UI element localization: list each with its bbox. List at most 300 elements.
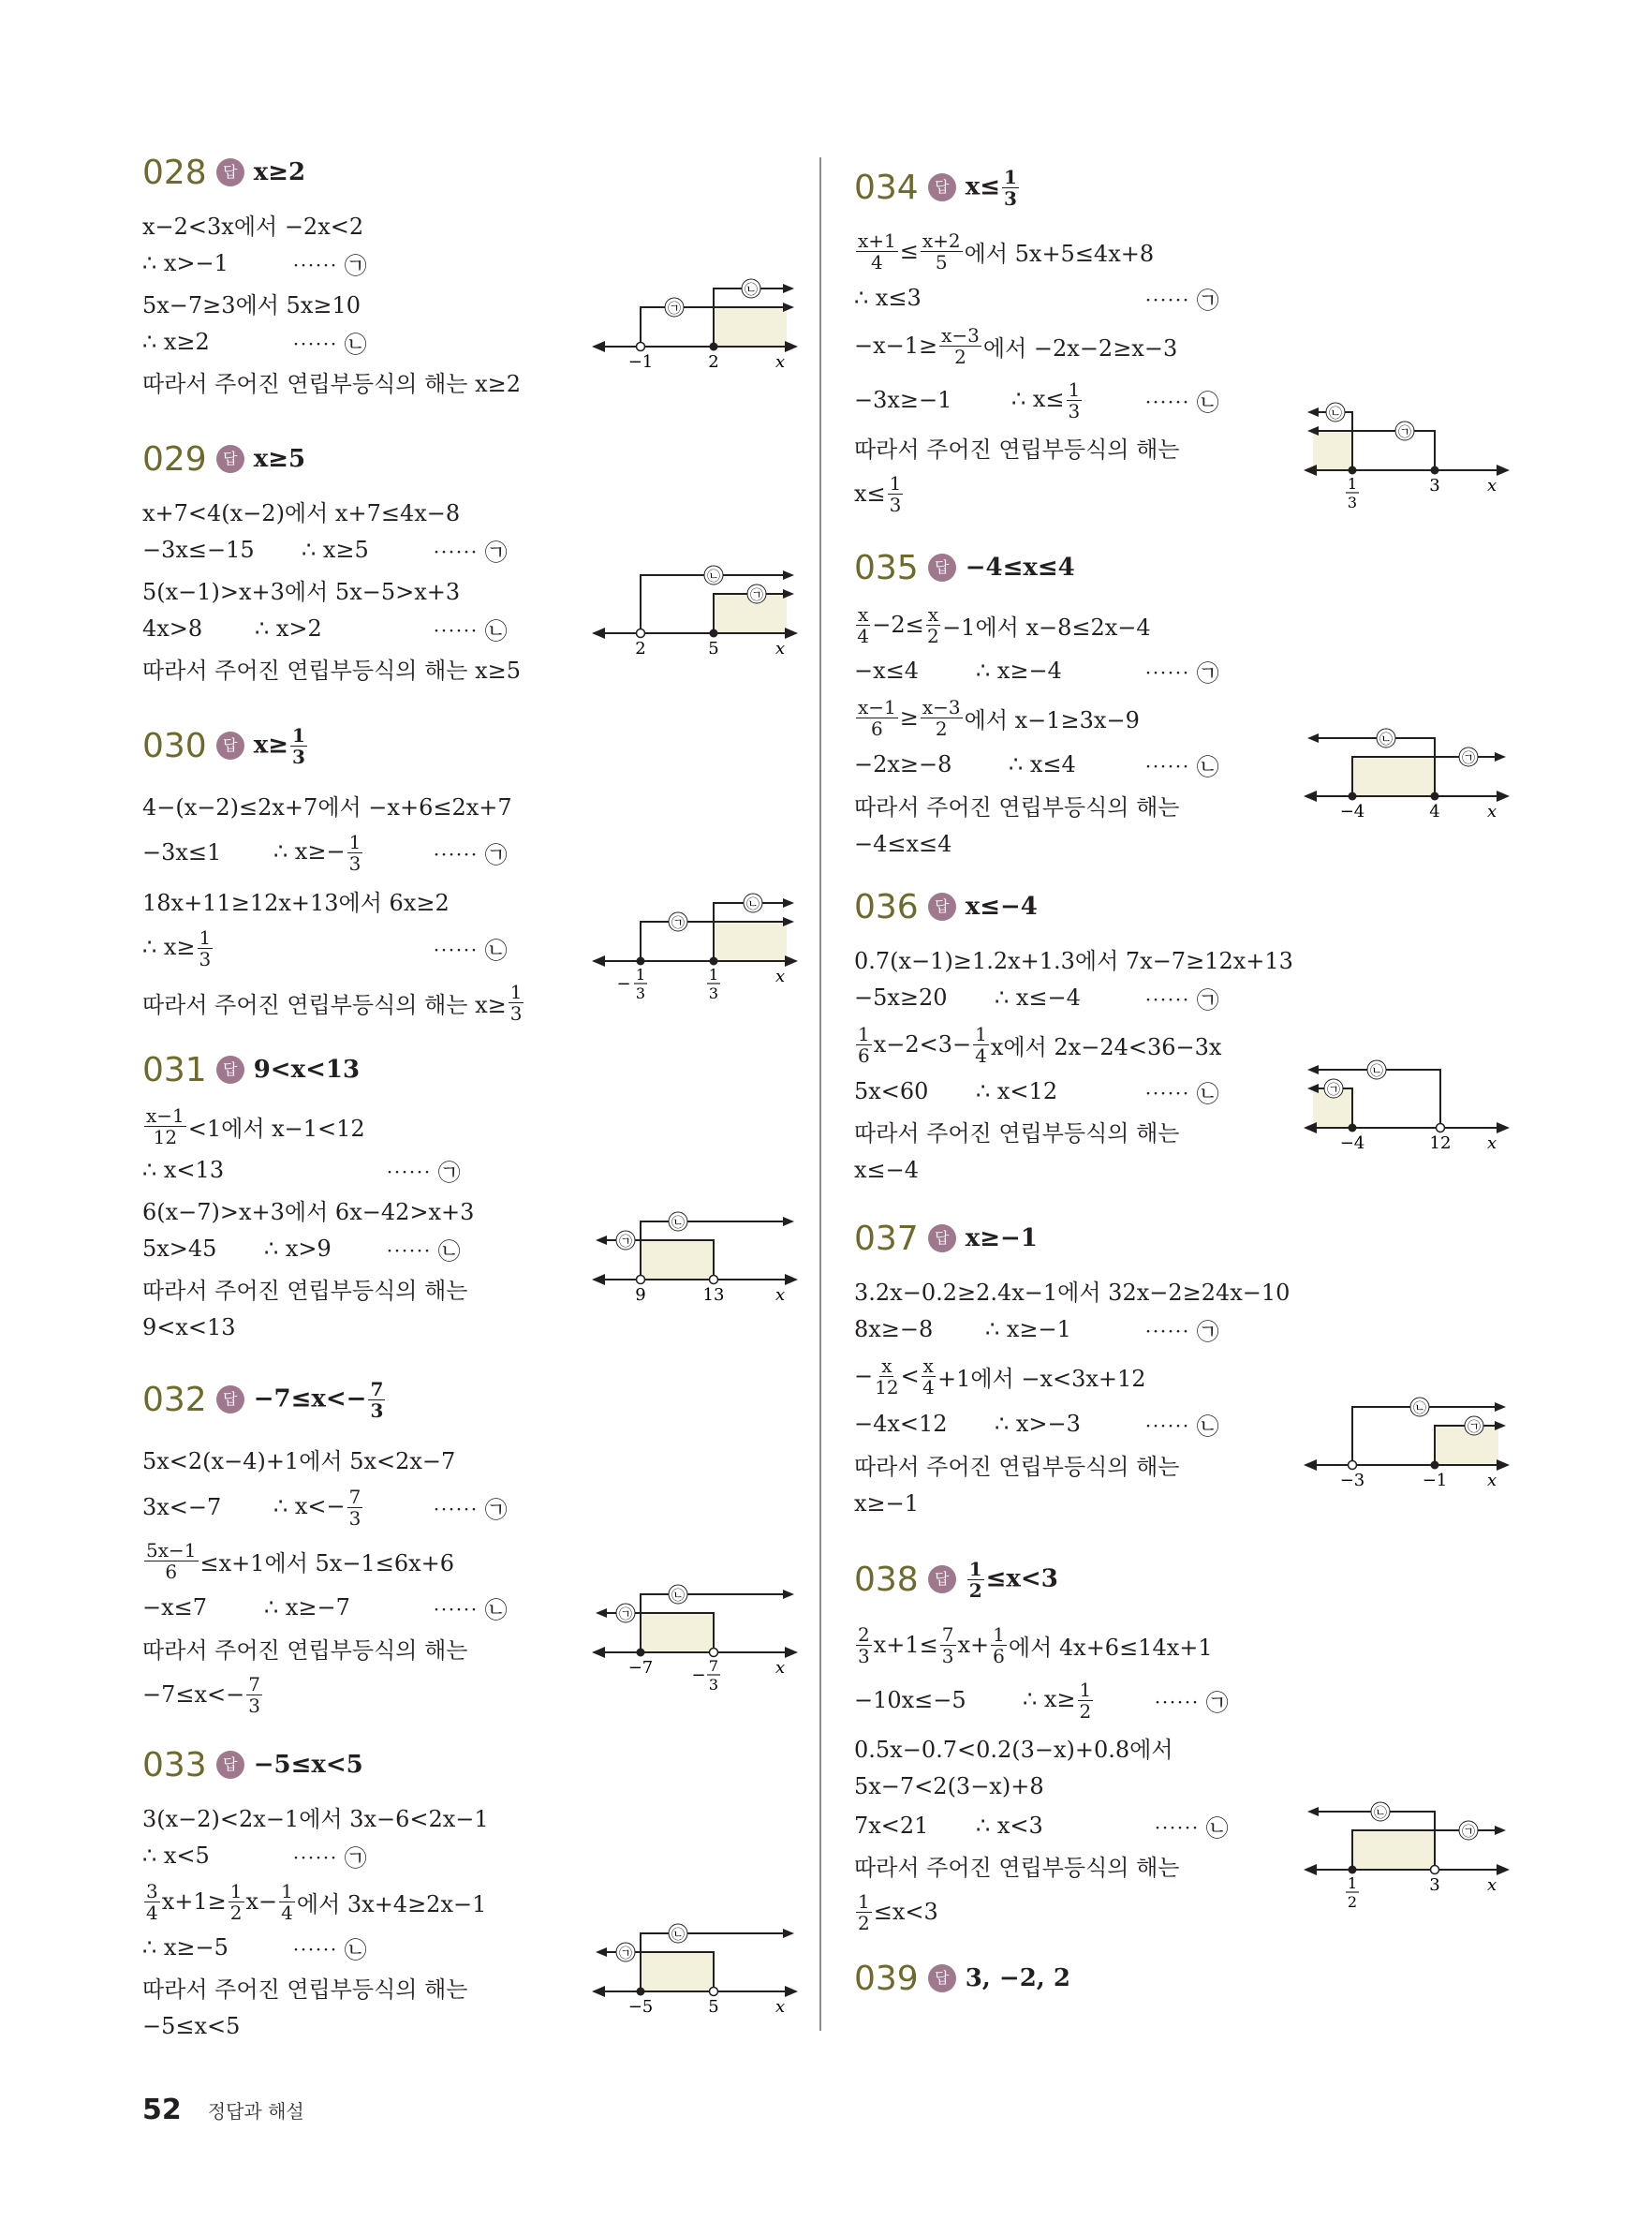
problem-028 bbox=[142, 141, 798, 427]
condition-mark: ⋯⋯ ㉠ bbox=[292, 1844, 367, 1872]
denominator: 4 bbox=[871, 250, 883, 274]
denominator: 2 bbox=[1079, 1699, 1092, 1723]
solution-line: 따라서 주어진 연립부등식의 해는 bbox=[854, 436, 1180, 463]
solution-line: 3.2x−0.2≥2.4x−1에서 32x−2≥24x−10 bbox=[854, 1279, 1291, 1306]
condition-mark: ⋯⋯ ㉡ bbox=[1144, 753, 1219, 780]
tick-label: 4 bbox=[1429, 802, 1440, 821]
solution-line: 3(x−2)<2x−1에서 3x−6<2x−1 bbox=[142, 1805, 489, 1832]
line-text: −2x≥−8 bbox=[854, 751, 952, 777]
numerator: x−3 bbox=[941, 323, 980, 347]
page-number: 52 bbox=[142, 2094, 182, 2126]
solution-line: 4−(x−2)≤2x+7에서 −x+6≤2x+7 bbox=[142, 793, 512, 821]
denominator: 6 bbox=[993, 1644, 1005, 1667]
open-point bbox=[710, 1988, 718, 1996]
tick-label: −5 bbox=[627, 1997, 654, 2017]
denominator: 3 bbox=[370, 1399, 384, 1422]
tick-label: 5 bbox=[708, 1997, 719, 2017]
range-arrow-b bbox=[783, 589, 794, 599]
solution-line: 5(x−1)>x+3에서 5x−5>x+3 bbox=[142, 578, 461, 605]
line-text: ∴ x≥5 bbox=[302, 537, 369, 563]
denominator: 4 bbox=[281, 1901, 293, 1924]
problem-header bbox=[142, 427, 798, 491]
answer: −4≤x≤4 bbox=[965, 554, 1075, 582]
text: x− bbox=[245, 1888, 278, 1915]
tick-numerator: 1 bbox=[635, 966, 646, 984]
fraction bbox=[921, 231, 963, 272]
problem-header bbox=[142, 1362, 798, 1437]
fraction bbox=[922, 1356, 936, 1397]
solution-region bbox=[641, 1613, 714, 1652]
text: ∴ x≤ bbox=[1011, 385, 1065, 412]
numerator: x−1 bbox=[146, 1103, 184, 1127]
problem-number: 035 bbox=[854, 548, 919, 587]
axis-arrow-left bbox=[592, 955, 605, 967]
problem-036 bbox=[854, 875, 1510, 1206]
solution-line bbox=[854, 650, 1510, 691]
text: −1에서 x−8≤2x−4 bbox=[942, 614, 1151, 641]
range-label-b: ㉡ bbox=[746, 897, 760, 912]
text: ≥ bbox=[899, 704, 919, 731]
closed-point bbox=[1431, 1461, 1439, 1470]
fraction bbox=[856, 602, 870, 647]
numerator: 1 bbox=[1079, 1678, 1092, 1701]
problem-header bbox=[854, 1542, 1510, 1617]
numerator: x−3 bbox=[922, 695, 961, 718]
denominator: 4 bbox=[146, 1901, 158, 1924]
range-arrow-b bbox=[783, 1217, 794, 1226]
answer bbox=[253, 723, 309, 768]
line-text: 7x<21 bbox=[854, 1813, 929, 1839]
open-point bbox=[637, 629, 645, 638]
tick-numerator: 7 bbox=[708, 1657, 719, 1675]
text: +1에서 −x<3x+12 bbox=[937, 1365, 1146, 1392]
tick-label: −4 bbox=[1339, 1133, 1365, 1153]
solution-line: 따라서 주어진 연립부등식의 해는 bbox=[142, 1636, 468, 1664]
range-label-a: ㉡ bbox=[1413, 1401, 1426, 1416]
answer-badge: 답 bbox=[928, 893, 956, 921]
problem-header bbox=[854, 875, 1510, 939]
numerator: 1 bbox=[229, 1879, 243, 1902]
range-label-b: ㉡ bbox=[671, 1216, 685, 1231]
range-label-a: ㉡ bbox=[1374, 1806, 1387, 1821]
solution-region bbox=[1352, 1830, 1435, 1870]
problem-number: 036 bbox=[854, 887, 919, 926]
tick-sign: − bbox=[691, 1665, 706, 1685]
range-label-b: ㉡ bbox=[671, 1928, 685, 1943]
answer-badge: 답 bbox=[928, 554, 956, 582]
solution-region bbox=[714, 922, 787, 961]
axis-arrow-right bbox=[785, 341, 798, 352]
fraction bbox=[246, 1672, 262, 1717]
fraction bbox=[144, 1879, 160, 1924]
numerator: 7 bbox=[370, 1377, 384, 1400]
range-arrow-a bbox=[596, 1947, 607, 1957]
tick-label: 9 bbox=[635, 1285, 646, 1305]
denominator: 12 bbox=[153, 1125, 178, 1148]
condition-mark: ⋯⋯ ㉡ bbox=[292, 331, 367, 358]
solution-line: 따라서 주어진 연립부등식의 해는 x≥2 bbox=[142, 370, 522, 397]
fraction bbox=[1078, 1680, 1094, 1721]
text: −2≤ bbox=[872, 612, 924, 638]
problem-number: 038 bbox=[854, 1560, 919, 1599]
condition-mark: ⋯⋯ ㉡ bbox=[1144, 1413, 1219, 1440]
answer-badge: 답 bbox=[216, 1385, 244, 1413]
range-label-a: ㉠ bbox=[619, 1607, 632, 1622]
tick-numerator: 1 bbox=[1347, 475, 1358, 493]
open-point bbox=[1437, 1124, 1445, 1132]
number-line bbox=[592, 558, 798, 671]
range-arrow-b bbox=[1495, 1421, 1506, 1430]
tick-label: 3 bbox=[1429, 476, 1440, 496]
axis-arrow-left bbox=[1304, 1122, 1317, 1133]
solution-line bbox=[142, 1150, 798, 1190]
range-label-a: ㉡ bbox=[1329, 407, 1342, 422]
range-arrow-a bbox=[1495, 1402, 1506, 1412]
solution-line: 5x<2(x−4)+1에서 5x<2x−7 bbox=[142, 1447, 456, 1474]
answer-badge: 답 bbox=[216, 445, 244, 473]
number-line bbox=[1304, 721, 1510, 834]
denominator: 2 bbox=[927, 624, 939, 647]
denominator: 3 bbox=[509, 1001, 523, 1025]
axis-arrow-right bbox=[1497, 465, 1510, 476]
line-text: ∴ x≥−4 bbox=[976, 658, 1062, 684]
text: ≤x+1에서 5x−1≤6x+6 bbox=[199, 1549, 454, 1576]
condition-mark: ⋯⋯ ㉠ bbox=[1144, 1318, 1219, 1345]
condition-mark: ⋯⋯ ㉠ bbox=[1154, 1689, 1229, 1716]
numerator: x+1 bbox=[858, 229, 896, 252]
problem-number: 037 bbox=[854, 1219, 919, 1258]
tick-label: 5 bbox=[708, 639, 719, 659]
axis-variable: x bbox=[775, 1658, 786, 1678]
text: x+1≥ bbox=[161, 1888, 227, 1915]
solution-line bbox=[854, 318, 1510, 373]
axis-arrow-left bbox=[592, 1986, 605, 1997]
tick-numerator: 1 bbox=[708, 966, 719, 984]
range-arrow-a bbox=[1307, 407, 1319, 417]
problem-033 bbox=[142, 1733, 798, 2039]
text: <1에서 x−1<12 bbox=[187, 1115, 365, 1142]
range-label-a: ㉡ bbox=[1379, 733, 1393, 747]
left-column bbox=[142, 141, 798, 2039]
range-label-a: ㉠ bbox=[1327, 1083, 1340, 1098]
answer-badge: 답 bbox=[928, 173, 956, 201]
solution-region bbox=[714, 307, 787, 347]
line-text: −x≤7 bbox=[142, 1594, 208, 1621]
range-label-b: ㉡ bbox=[671, 1589, 685, 1604]
text: − bbox=[854, 1363, 874, 1389]
fraction bbox=[144, 1538, 199, 1583]
problem-header bbox=[854, 1946, 1510, 2010]
condition-mark: ⋯⋯ ㉡ bbox=[292, 1936, 367, 1963]
fraction bbox=[144, 1103, 186, 1148]
problem-037 bbox=[854, 1206, 1510, 1542]
solution-line: 따라서 주어진 연립부등식의 해는 bbox=[854, 1453, 1180, 1480]
range-arrow-b bbox=[1495, 1826, 1506, 1835]
fraction bbox=[347, 1487, 363, 1528]
numerator: 7 bbox=[348, 1485, 361, 1508]
numerator: 1 bbox=[1068, 377, 1081, 401]
condition-mark: ⋯⋯ ㉠ bbox=[292, 252, 367, 279]
axis-arrow-right bbox=[1497, 1459, 1510, 1471]
range-arrow-b bbox=[1307, 1065, 1319, 1074]
tick-label: −1 bbox=[1422, 1471, 1448, 1490]
problem-header bbox=[142, 708, 798, 783]
axis-arrow-left bbox=[1304, 465, 1317, 476]
line-text: 8x≥−8 bbox=[854, 1316, 934, 1342]
text: x−2<3− bbox=[873, 1031, 972, 1058]
solution-line bbox=[854, 599, 1510, 650]
problem-number: 032 bbox=[142, 1380, 207, 1419]
problem-number: 030 bbox=[142, 726, 207, 765]
solution-region bbox=[641, 1952, 714, 1991]
text: −7≤x<− bbox=[142, 1681, 245, 1708]
condition-mark: ⋯⋯ ㉠ bbox=[386, 1159, 461, 1186]
axis-arrow-right bbox=[785, 1647, 798, 1658]
denominator: 3 bbox=[292, 745, 305, 768]
fraction bbox=[967, 1557, 984, 1602]
axis-arrow-right bbox=[1497, 791, 1510, 802]
tick-denominator: 3 bbox=[1347, 494, 1358, 511]
numerator: 7 bbox=[941, 1622, 954, 1646]
condition-mark: ⋯⋯ ㉡ bbox=[433, 1596, 508, 1623]
tick-denominator: 3 bbox=[708, 1676, 719, 1694]
condition-mark: ⋯⋯ ㉠ bbox=[433, 539, 508, 566]
text: < bbox=[900, 1363, 920, 1389]
solution-line: 6(x−7)>x+3에서 6x−42>x+3 bbox=[142, 1198, 475, 1225]
line-text: 3x<−7 bbox=[142, 1494, 222, 1520]
problem-header bbox=[142, 1038, 798, 1102]
denominator: 5 bbox=[935, 250, 948, 274]
numerator: 1 bbox=[348, 830, 361, 853]
axis-variable: x bbox=[775, 352, 786, 372]
answer bbox=[253, 1377, 388, 1422]
closed-point bbox=[710, 957, 718, 966]
closed-point bbox=[1431, 466, 1439, 475]
solution-line: 0.5x−0.7<0.2(3−x)+0.8에서 bbox=[854, 1736, 1173, 1763]
fraction bbox=[1067, 377, 1083, 422]
denominator: 2 bbox=[968, 1578, 982, 1602]
number-line bbox=[592, 1917, 798, 2029]
text: 에서 4x+6≤14x+1 bbox=[1008, 1634, 1213, 1661]
denominator: 2 bbox=[935, 717, 948, 740]
denominator: 2 bbox=[229, 1901, 243, 1924]
solution-line: 따라서 주어진 연립부등식의 해는 bbox=[142, 1976, 468, 2003]
text: 에서 −2x−2≥x−3 bbox=[982, 334, 1178, 362]
numerator: 1 bbox=[281, 1879, 293, 1902]
line-text: ∴ x≤3 bbox=[854, 285, 922, 311]
axis-variable: x bbox=[775, 1997, 786, 2017]
tick-label: −7 bbox=[627, 1658, 654, 1678]
line-text: ∴ x≥−1 bbox=[985, 1316, 1071, 1342]
text: x≤ bbox=[854, 481, 886, 507]
line-text: −3x≤1 bbox=[142, 839, 222, 866]
line-text bbox=[142, 925, 214, 970]
line-text: −10x≤−5 bbox=[854, 1687, 966, 1713]
solution-line bbox=[854, 1617, 1510, 1673]
denominator: 4 bbox=[857, 624, 869, 647]
answer-badge: 답 bbox=[928, 1224, 956, 1252]
fraction bbox=[509, 980, 524, 1025]
answer: x≥5 bbox=[253, 445, 306, 473]
open-point bbox=[1431, 1866, 1439, 1874]
answer-text: x≥ bbox=[253, 731, 289, 759]
numerator: x bbox=[922, 1354, 934, 1377]
axis-arrow-left bbox=[1304, 1864, 1317, 1875]
denominator: 3 bbox=[858, 1644, 870, 1667]
open-point bbox=[710, 1649, 718, 1657]
axis-arrow-right bbox=[1497, 1864, 1510, 1875]
denominator: 3 bbox=[348, 1506, 361, 1530]
solution-line: x+7<4(x−2)에서 x+7≤4x−8 bbox=[142, 499, 461, 526]
number-line bbox=[592, 272, 798, 384]
solution-line: x≤−4 bbox=[854, 1157, 920, 1183]
denominator: 3 bbox=[248, 1694, 260, 1717]
range-arrow-b bbox=[783, 1590, 794, 1599]
range-label-b: ㉠ bbox=[750, 588, 763, 603]
line-text: ∴ x≥2 bbox=[142, 329, 210, 355]
axis-arrow-left bbox=[1304, 791, 1317, 802]
problem-030 bbox=[142, 708, 798, 1038]
axis-variable: x bbox=[1487, 476, 1497, 496]
range-label-a: ㉡ bbox=[707, 570, 720, 585]
number-line bbox=[592, 1205, 798, 1317]
solution-line: −4≤x≤4 bbox=[854, 831, 952, 857]
answer: 3, −2, 2 bbox=[965, 1964, 1070, 1992]
fraction bbox=[921, 695, 963, 740]
axis-variable: x bbox=[775, 967, 786, 986]
line-text: −3x≤−15 bbox=[142, 537, 255, 563]
problem-number: 039 bbox=[854, 1959, 919, 1998]
axis-variable: x bbox=[1487, 802, 1497, 821]
denominator: 4 bbox=[922, 1375, 935, 1399]
range-arrow-b bbox=[783, 898, 794, 908]
closed-point bbox=[1349, 1124, 1357, 1132]
solution-line: x−2<3x에서 −2x<2 bbox=[142, 213, 364, 240]
closed-point bbox=[637, 1649, 645, 1657]
text: x+ bbox=[957, 1632, 990, 1658]
denominator: 6 bbox=[165, 1560, 178, 1583]
axis-arrow-right bbox=[1497, 1122, 1510, 1133]
range-label-b: ㉠ bbox=[1468, 1420, 1481, 1435]
numerator: x−1 bbox=[858, 695, 896, 718]
text: ∴ x≥− bbox=[273, 837, 346, 865]
closed-point bbox=[637, 1988, 645, 1996]
problem-038 bbox=[854, 1542, 1510, 1946]
denominator: 2 bbox=[858, 1911, 870, 1934]
solution-line: 따라서 주어진 연립부등식의 해는 bbox=[854, 1854, 1180, 1881]
closed-point bbox=[1349, 466, 1357, 475]
solution-line: −5≤x<5 bbox=[142, 2013, 241, 2039]
condition-mark: ⋯⋯ ㉠ bbox=[1144, 287, 1219, 314]
axis-variable: x bbox=[1487, 1471, 1497, 1490]
fraction bbox=[368, 1377, 385, 1422]
tick-label: 12 bbox=[1429, 1133, 1452, 1153]
fraction bbox=[875, 1356, 898, 1397]
line-text: −5x≥20 bbox=[854, 984, 948, 1011]
solution-line: 18x+11≥12x+13에서 6x≥2 bbox=[142, 889, 450, 916]
line-text: ∴ x≥−7 bbox=[264, 1594, 350, 1621]
numerator: 1 bbox=[858, 1889, 870, 1913]
solution-line: 9<x<13 bbox=[142, 1314, 236, 1340]
numerator: 1 bbox=[292, 723, 305, 747]
closed-point bbox=[710, 343, 718, 351]
numerator: x bbox=[858, 602, 869, 626]
tick-denominator: 3 bbox=[635, 984, 646, 1002]
text: 에서 5x+5≤4x+8 bbox=[964, 240, 1155, 267]
range-arrow-a bbox=[783, 917, 794, 926]
text: ∴ x≥ bbox=[1023, 1685, 1076, 1712]
line-text: −x≤4 bbox=[854, 658, 920, 684]
section-title: 정답과 해설 bbox=[207, 2100, 304, 2123]
numerator: x bbox=[927, 602, 939, 626]
numerator: 1 bbox=[858, 1022, 870, 1045]
open-point bbox=[637, 343, 645, 351]
axis-variable: x bbox=[775, 1285, 786, 1305]
range-label-b: ㉠ bbox=[1398, 425, 1411, 440]
answer-text: x≤ bbox=[965, 172, 1001, 200]
numerator: x bbox=[881, 1354, 892, 1377]
range-label-b: ㉡ bbox=[745, 283, 758, 298]
range-arrow-b bbox=[783, 284, 794, 293]
condition-mark: ⋯⋯ ㉠ bbox=[433, 841, 508, 868]
numerator: 2 bbox=[858, 1622, 870, 1646]
solution-line bbox=[854, 1310, 1510, 1349]
solution-line bbox=[142, 1102, 798, 1150]
range-arrow-a bbox=[596, 1608, 607, 1618]
problem-number: 031 bbox=[142, 1050, 207, 1089]
axis-arrow-right bbox=[785, 1274, 798, 1285]
answer-badge: 답 bbox=[216, 1056, 244, 1084]
page-footer bbox=[142, 2094, 304, 2126]
condition-mark: ⋯⋯ ㉠ bbox=[1144, 659, 1219, 687]
text: 에서 x−1≥3x−9 bbox=[964, 706, 1140, 733]
closed-point bbox=[637, 957, 645, 966]
condition-mark: ⋯⋯ ㉡ bbox=[1154, 1814, 1229, 1842]
denominator: 3 bbox=[941, 1644, 954, 1667]
denominator: 4 bbox=[975, 1043, 987, 1067]
numerator: 1 bbox=[968, 1557, 982, 1580]
tick-label: 13 bbox=[702, 1285, 725, 1305]
condition-mark: ⋯⋯ ㉡ bbox=[433, 937, 508, 964]
problem-number: 028 bbox=[142, 153, 207, 192]
answer: x≥2 bbox=[253, 158, 306, 186]
fraction bbox=[991, 1622, 1007, 1667]
solution-line bbox=[854, 225, 1510, 277]
range-arrow-a bbox=[783, 303, 794, 312]
text: ∴ x≥ bbox=[142, 933, 196, 960]
axis-arrow-left bbox=[592, 628, 605, 639]
solution-line: 따라서 주어진 연립부등식의 해는 bbox=[142, 1277, 468, 1304]
range-label-a: ㉠ bbox=[671, 916, 685, 931]
numerator: 7 bbox=[248, 1672, 260, 1695]
answer bbox=[966, 1557, 1058, 1602]
range-arrow-a bbox=[596, 1236, 607, 1245]
tick-numerator: 1 bbox=[1347, 1874, 1358, 1892]
range-label-b: ㉠ bbox=[1462, 1825, 1475, 1840]
fraction bbox=[229, 1879, 244, 1924]
fraction bbox=[290, 723, 307, 768]
range-label-a: ㉠ bbox=[619, 1235, 632, 1250]
open-point bbox=[710, 1276, 718, 1284]
problem-header bbox=[854, 1206, 1510, 1270]
solution-line: 따라서 주어진 연립부등식의 해는 bbox=[854, 1119, 1180, 1147]
line-text: ∴ x>−3 bbox=[995, 1411, 1081, 1437]
numerator: 3 bbox=[146, 1879, 158, 1902]
line-text bbox=[1023, 1680, 1095, 1721]
numerator: 1 bbox=[509, 980, 523, 1003]
fraction bbox=[1002, 165, 1019, 210]
solution-region bbox=[1352, 757, 1435, 796]
